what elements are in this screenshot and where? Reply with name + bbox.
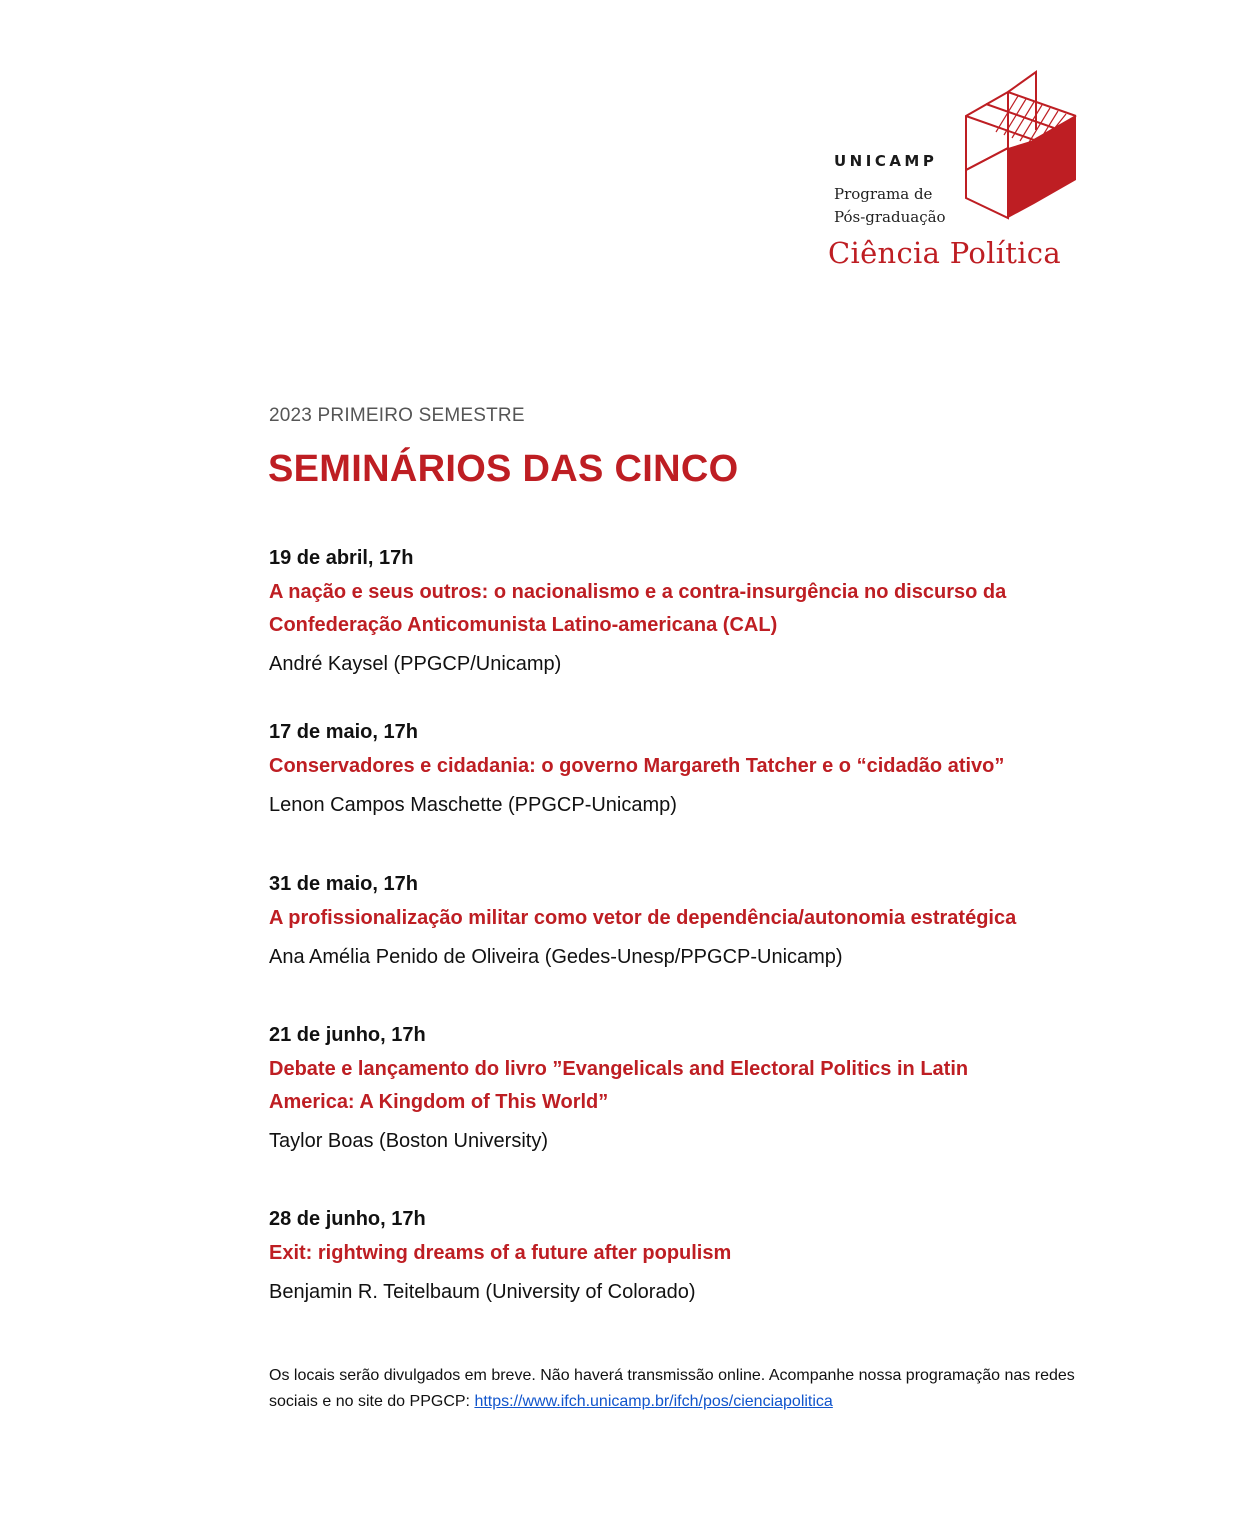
event-date: 19 de abril, 17h xyxy=(269,547,414,569)
logo-org: UNICAMP xyxy=(834,152,938,170)
ppgcp-geometric-logo-icon xyxy=(958,70,1083,225)
event-date: 31 de maio, 17h xyxy=(269,873,418,895)
event-speaker: André Kaysel (PPGCP/Unicamp) xyxy=(269,653,562,675)
event-item xyxy=(269,1023,1129,1153)
event-date: 17 de maio, 17h xyxy=(269,721,418,743)
event-title: A profissionalização militar como vetor de dependência/autonomia estratégica xyxy=(269,907,1017,929)
event-item xyxy=(269,546,1129,676)
event-item xyxy=(269,720,1129,817)
page-title: SEMINÁRIOS DAS CINCO xyxy=(268,448,739,490)
event-speaker: Lenon Campos Maschette (PPGCP-Unicamp) xyxy=(269,794,677,816)
event-title: Debate e lançamento do livro ”Evangelicals and Electoral Politics in Latin America: A Kingdom of This World” xyxy=(269,1058,969,1113)
event-speaker: Ana Amélia Penido de Oliveira (Gedes-Unesp/PPGCP-Unicamp) xyxy=(269,946,843,968)
event-title: A nação e seus outros: o nacionalismo e a contra-insurgência no discurso da Confederação Anticomunista Latino-americana (CAL) xyxy=(269,581,1007,636)
event-speaker: Benjamin R. Teitelbaum (University of Colorado) xyxy=(269,1281,696,1303)
event-title: Exit: rightwing dreams of a future after populism xyxy=(269,1242,732,1264)
event-date: 21 de junho, 17h xyxy=(269,1024,426,1046)
event-date: 28 de junho, 17h xyxy=(269,1208,426,1230)
footer-text: Os locais serão divulgados em breve. Não haverá transmissão online. Acompanhe nossa programação nas redes sociais e no site do PPGCP: xyxy=(269,1367,1075,1410)
event-item xyxy=(269,872,1129,969)
logo-program-line2: Pós-graduação xyxy=(834,208,946,226)
semester-kicker: 2023 PRIMEIRO SEMESTRE xyxy=(269,405,525,426)
program-logo xyxy=(828,70,1088,280)
logo-program-line1: Programa de xyxy=(834,185,933,203)
event-item xyxy=(269,1207,1129,1304)
footer-note xyxy=(269,1363,1109,1415)
event-speaker: Taylor Boas (Boston University) xyxy=(269,1130,548,1152)
event-title: Conservadores e cidadania: o governo Margareth Tatcher e o “cidadão ativo” xyxy=(269,755,1005,777)
logo-program xyxy=(834,183,946,229)
program-site-link[interactable]: https://www.ifch.unicamp.br/ifch/pos/cienciapolitica xyxy=(474,1393,833,1410)
logo-department: Ciência Política xyxy=(828,236,1061,270)
